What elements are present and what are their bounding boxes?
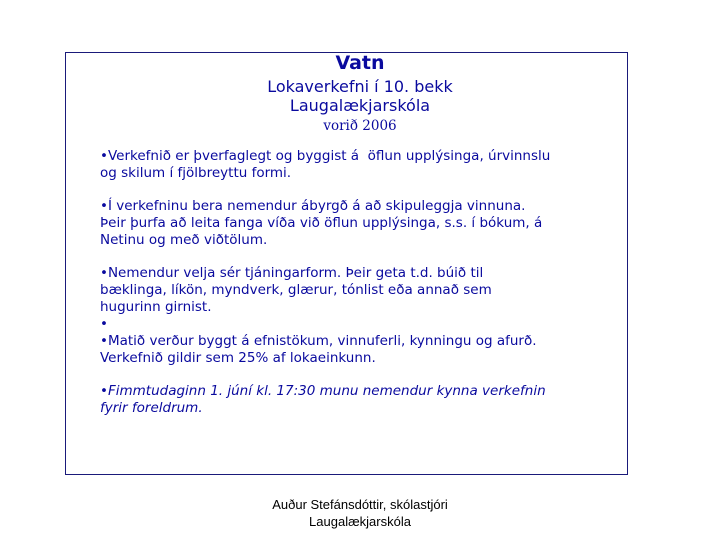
bullet-line: •Verkefnið er þverfaglegt og byggist á öflun upplýsinga, úrvinnslu <box>100 148 551 164</box>
bullet-list <box>100 148 640 417</box>
bullet-line: Verkefnið gildir sem 25% af lokaeinkunn. <box>100 350 376 366</box>
subtitle-line-1: Lokaverkefni í 10. bekk <box>267 77 453 96</box>
bullet-line: Þeir þurfa að leita fanga víða við öflun upplýsinga, s.s. í bókum, á <box>100 215 543 231</box>
bullet-line: •Matið verður byggt á efnistökum, vinnuferli, kynningu og afurð. <box>100 333 537 349</box>
bullet-line: •Nemendur velja sér tjáningarform. Þeir geta t.d. búið til <box>100 265 484 281</box>
bullet-line: • <box>100 316 108 332</box>
footer-author: Auður Stefánsdóttir, skólastjóri <box>272 497 448 512</box>
subtitle-line-2: Laugalækjarskóla <box>289 96 431 115</box>
footer-school: Laugalækjarskóla <box>309 514 411 529</box>
bullet-line: •Í verkefninu bera nemendur ábyrgð á að skipuleggja vinnuna. <box>100 198 526 214</box>
bullet-line: Netinu og með viðtölum. <box>100 232 268 248</box>
footer <box>0 496 720 530</box>
bullet-line: fyrir foreldrum. <box>100 400 203 416</box>
slide-title: Vatn <box>335 52 385 74</box>
bullet-line: og skilum í fjölbreyttu formi. <box>100 165 292 181</box>
date-label: vorið 2006 <box>323 118 397 134</box>
bullet-line: •Fimmtudaginn 1. júní kl. 17:30 munu nemendur kynna verkefnin <box>100 383 546 399</box>
bullet-line: hugurinn girnist. <box>100 299 212 315</box>
bullet-line: bæklinga, líkön, myndverk, glærur, tónlist eða annað sem <box>100 282 492 298</box>
